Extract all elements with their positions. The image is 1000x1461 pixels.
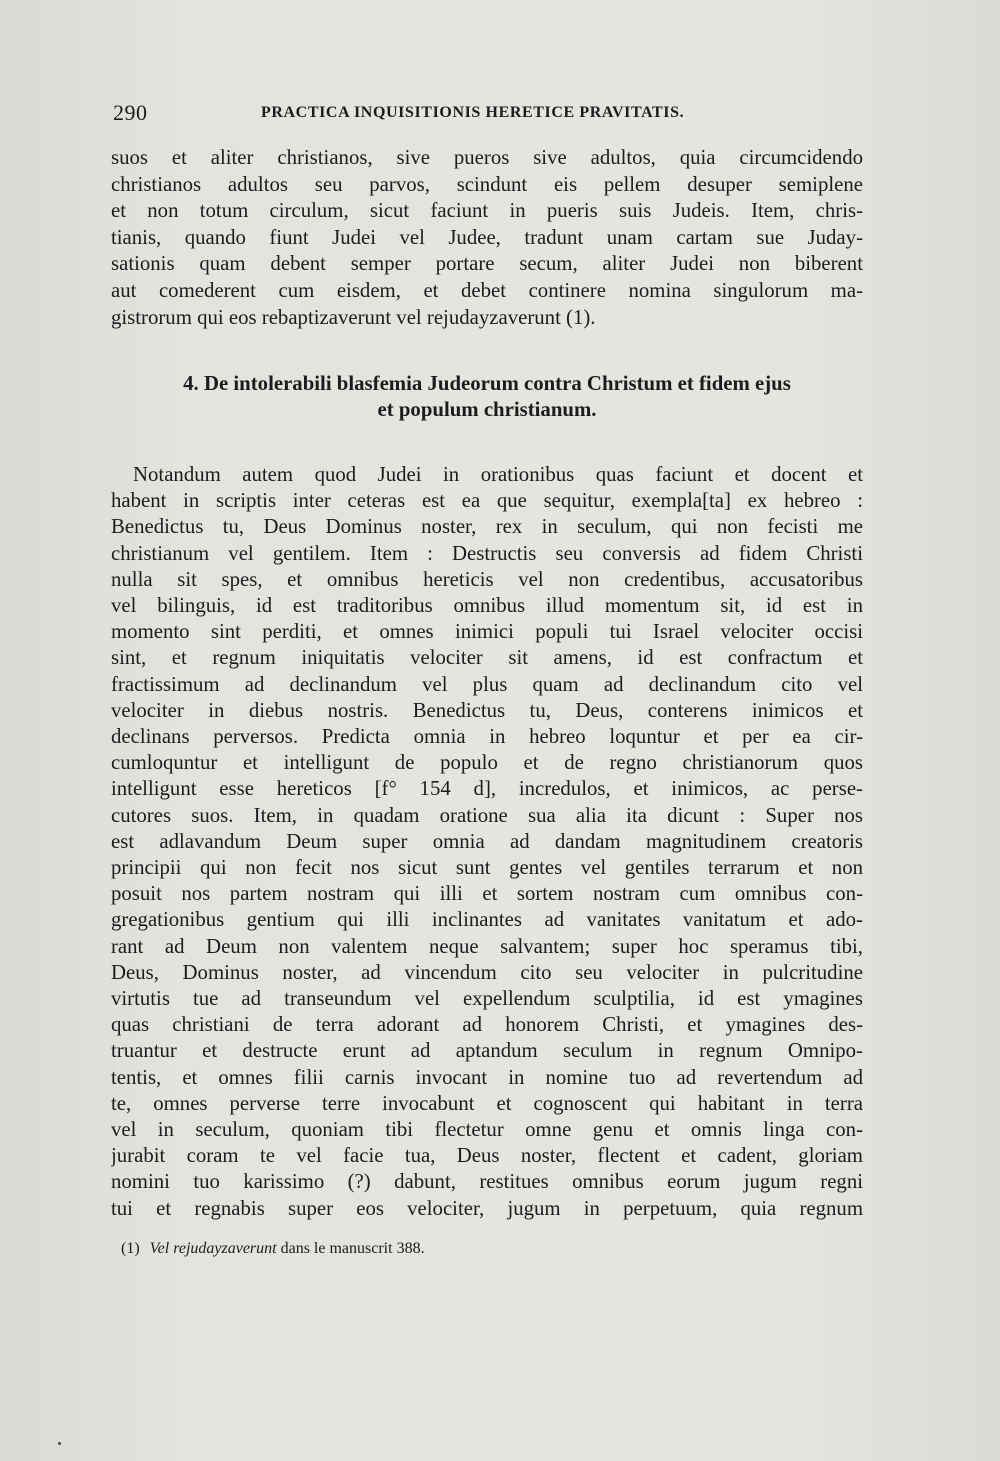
text-line: fractissimum ad declinandum vel plus quam ad declinandum cito vel: [111, 672, 863, 696]
text-line: est adlavandum Deum super omnia ad dandam magnitudinem creatoris: [111, 829, 863, 853]
text-line: virtutis tue ad transeundum vel expellendum sculptilia, id est ymagines: [111, 987, 863, 1011]
text-line: cumloquntur et intelligunt de populo et de regno christianorum quos: [111, 751, 863, 775]
section-heading-line-1: 4. De intolerabili blasfemia Judeorum contra Christum et fidem ejus: [183, 372, 791, 395]
text-line: principii qui non fecit nos sicut sunt gentes vel gentiles terrarum et non: [111, 856, 863, 880]
text-line: Notandum autem quod Judei in orationibus quas faciunt et docent et: [133, 463, 863, 486]
text-line: jurabit coram te vel facie tua, Deus noster, flectent et cadent, gloriam: [111, 1144, 863, 1168]
text-line: tianis, quando fiunt Judei vel Judee, tradunt unam cartam sue Juday-: [111, 225, 863, 249]
text-line: vel bilinguis, id est traditoribus omnibus illud momentum sit, id est in: [111, 594, 863, 618]
text-line: declinans perversos. Predicta omnia in hebreo loquntur et per ea cir-: [111, 725, 863, 749]
footnote-text: dans le manuscrit 388.: [280, 1240, 425, 1257]
text-line: Benedictus tu, Deus Dominus noster, rex in seculum, qui non fecisti me: [111, 515, 863, 539]
text-line: momento sint perditi, et omnes inimici populi tui Israel velociter occisi: [111, 620, 863, 644]
text-line: vel in seculum, quoniam tibi flectetur omne genu et omnis linga con-: [111, 1118, 863, 1142]
page-header: [113, 100, 863, 130]
text-line: et non totum circulum, sicut faciunt in pueris suis Judeis. Item, chris-: [111, 199, 863, 223]
text-line: quas christiani de terra adorant ad honorem Christi, et ymagines des-: [111, 1013, 863, 1037]
section-heading-line-2: et populum christianum.: [377, 398, 597, 421]
text-line: christianos adultos seu parvos, scindunt eis pellem desuper semiplene: [111, 172, 863, 196]
text-line: truantur et destructe erunt ad aptandum seculum in regnum Omnipo-: [111, 1039, 863, 1063]
text-line: sationis quam debent semper portare secum, aliter Judei non biberent: [111, 252, 863, 276]
ink-speck: [58, 1442, 61, 1445]
text-line: suos et aliter christianos, sive pueros sive adultos, quia circumcidendo: [111, 146, 863, 169]
text-line: aut comederent cum eisdem, et debet continere nomina singulorum ma-: [111, 278, 863, 302]
text-line: nulla sit spes, et omnibus hereticis vel non credentibus, accusatoribus: [111, 567, 863, 591]
section-heading: [111, 371, 863, 423]
text-line: tui et regnabis super eos velociter, jugum in perpetuum, quia regnum: [111, 1196, 863, 1220]
text-line: tentis, et omnes filii carnis invocant in nomine tuo ad revertendum ad: [111, 1065, 863, 1089]
text-line: posuit nos partem nostram qui illi et sortem nostram cum omnibus con-: [111, 882, 863, 906]
page-number: 290: [113, 100, 148, 125]
text-line: sint, et regnum iniquitatis velociter sit amens, id est confractum et: [111, 646, 863, 670]
paragraph-continuation: [111, 145, 863, 331]
text-line: gistrorum qui eos rebaptizaverunt vel rejudayzaverunt (1).: [111, 305, 596, 329]
text-line: te, omnes perverse terre invocabunt et cognoscent qui habitant in terra: [111, 1091, 863, 1115]
text-line: Deus, Dominus noster, ad vincendum cito seu velociter in pulcritudine: [111, 960, 863, 984]
text-line: nomini tuo karissimo (?) dabunt, restitues omnibus eorum jugum regni: [111, 1170, 863, 1194]
paragraph-body: [111, 462, 863, 1222]
footnote-mark: (1): [121, 1240, 140, 1257]
text-line: rant ad Deum non valentem neque salvantem; super hoc speramus tibi,: [111, 934, 863, 958]
text-line: intelligunt esse hereticos [f° 154 d], incredulos, et inimicos, ac perse-: [111, 777, 863, 801]
text-line: christianum vel gentilem. Item : Destructis seu conversis ad fidem Christi: [111, 541, 863, 565]
running-title: PRACTICA INQUISITIONIS HERETICE PRAVITATIS.: [261, 104, 685, 121]
text-line: velociter in diebus nostris. Benedictus tu, Deus, conterens inimicos et: [111, 698, 863, 722]
footnote-italic-text: Vel rejudayzaverunt: [149, 1240, 277, 1257]
text-line: gregationibus gentium qui illi inclinantes ad vanitates vanitatum et ado-: [111, 908, 863, 932]
text-line: cutores suos. Item, in quadam oratione sua alia ita dicunt : Super nos: [111, 803, 863, 827]
footnote: [121, 1240, 425, 1258]
text-line: habent in scriptis inter ceteras est ea que sequitur, exempla[ta] ex hebreo :: [111, 489, 863, 513]
